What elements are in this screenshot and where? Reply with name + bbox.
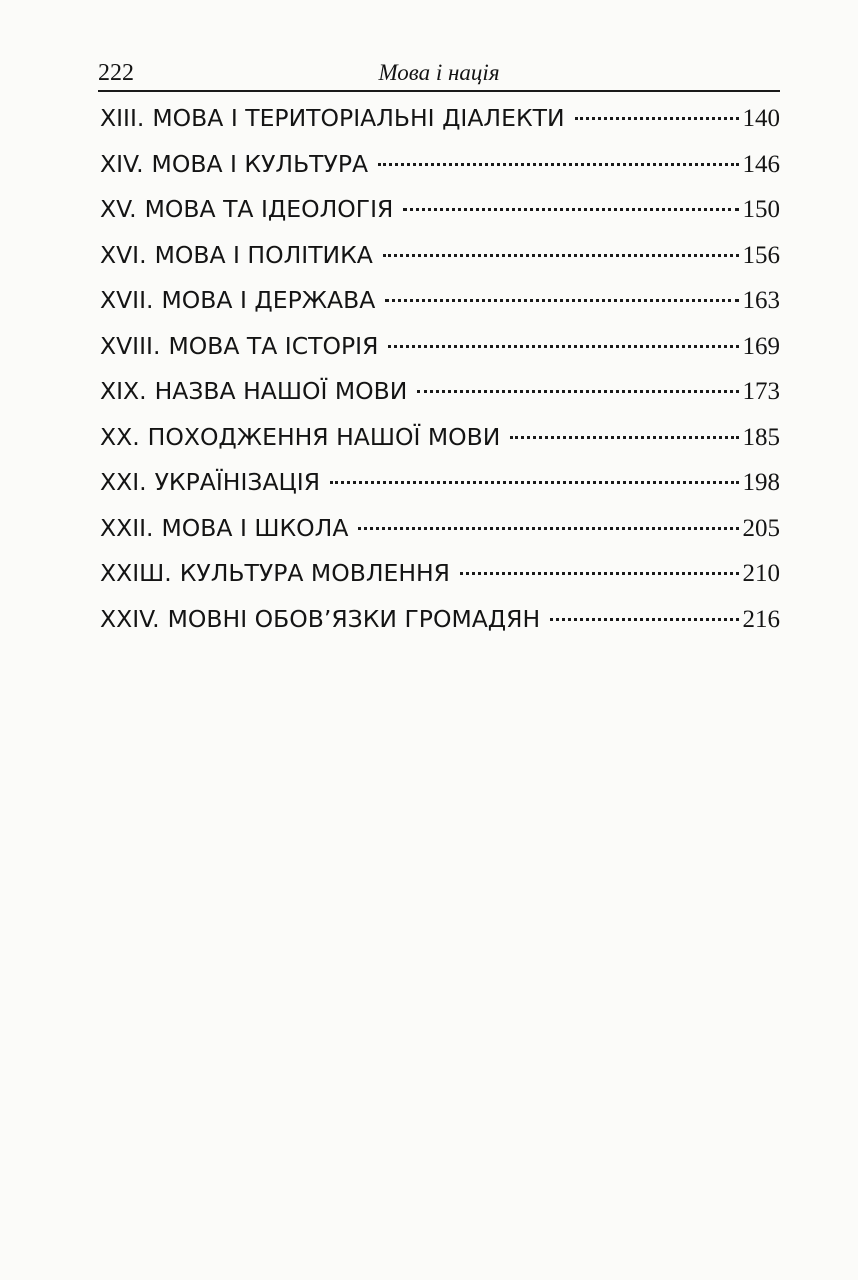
chapter-page-number: 169 [742,332,780,360]
chapter-page-number: 185 [742,423,780,451]
chapter-number: XXIV. [100,604,160,633]
dot-leader [550,618,738,621]
toc-entry[interactable] [100,142,780,188]
chapter-title: УКРАЇНІЗАЦІЯ [154,468,321,496]
chapter-page-number: 140 [742,105,780,132]
chapter-title: ПОХОДЖЕННЯ НАШОЇ МОВИ [147,422,501,451]
dot-leader [417,390,738,393]
dot-leader [575,117,739,120]
dot-leader [383,254,739,257]
chapter-title: МОВА ТА ІДЕОЛОГІЯ [144,195,394,223]
chapter-title: МОВА ТА ІСТОРІЯ [168,331,379,360]
toc-entry[interactable] [100,460,780,506]
chapter-number: XXI. [100,468,147,496]
chapter-number: XXII. [100,513,154,542]
page-number: 222 [98,60,134,86]
table-of-contents [100,96,780,642]
chapter-page-number: 198 [742,469,780,496]
chapter-title: МОВА І КУЛЬТУРА [151,149,369,178]
running-title: Мова і нація [378,60,500,85]
chapter-number: XXIШ. [100,559,172,587]
chapter-page-number: 146 [742,150,780,178]
toc-entry[interactable] [100,506,780,552]
toc-entry[interactable] [100,233,780,279]
toc-entry[interactable] [100,278,780,324]
chapter-page-number: 163 [742,287,780,314]
chapter-number: XIII. [100,104,145,132]
chapter-title: КУЛЬТУРА МОВЛЕННЯ [179,559,451,587]
dot-leader [378,163,738,166]
chapter-page-number: 156 [742,241,780,269]
chapter-number: XVI. [100,240,147,269]
chapter-page-number: 173 [742,378,780,405]
chapter-title: МОВНІ ОБОВ’ЯЗКИ ГРОМАДЯН [167,604,541,633]
chapter-page-number: 216 [742,605,780,633]
chapter-page-number: 205 [742,514,780,542]
chapter-title: МОВА І ШКОЛА [161,513,349,542]
chapter-title: МОВА І ТЕРИТОРІАЛЬНІ ДІАЛЕКТИ [152,104,565,132]
chapter-number: XV. [100,195,137,223]
dot-leader [330,481,738,484]
chapter-title: МОВА І ДЕРЖАВА [161,286,376,314]
dot-leader [403,208,738,211]
running-head [98,58,780,92]
toc-entry[interactable] [100,597,780,643]
chapter-title: НАЗВА НАШОЇ МОВИ [154,377,408,405]
chapter-number: XX. [100,422,140,451]
chapter-number: XIV. [100,149,144,178]
dot-leader [460,572,738,575]
toc-entry[interactable] [100,96,780,142]
toc-entry[interactable] [100,369,780,415]
dot-leader [385,299,738,302]
chapter-number: XVII. [100,286,154,314]
dot-leader [510,436,738,439]
chapter-number: XVIII. [100,331,161,360]
chapter-number: XIX. [100,377,147,405]
chapter-title: МОВА І ПОЛІТИКА [154,240,373,269]
chapter-page-number: 150 [742,196,780,223]
toc-entry[interactable] [100,324,780,370]
toc-entry[interactable] [100,551,780,597]
chapter-page-number: 210 [742,560,780,587]
dot-leader [358,527,738,530]
dot-leader [388,345,738,348]
toc-entry[interactable] [100,187,780,233]
toc-entry[interactable] [100,415,780,461]
